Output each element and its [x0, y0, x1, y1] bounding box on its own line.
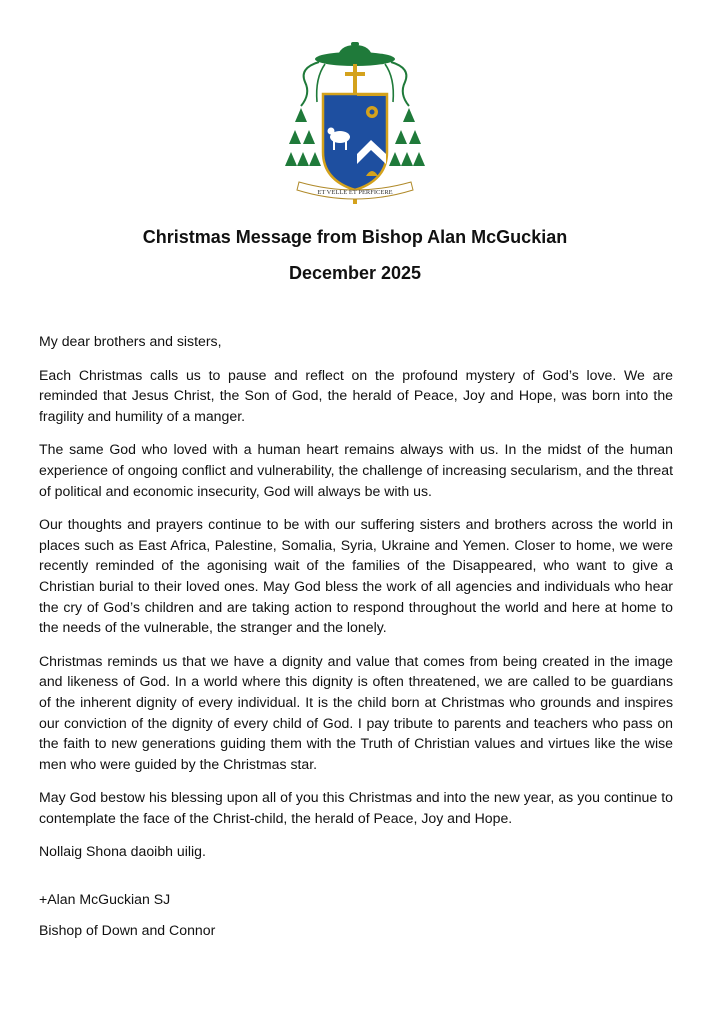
letter-body	[39, 331, 673, 875]
crest-motto: ET VELLE ET PERFICERE	[317, 189, 393, 196]
paragraph: The same God who loved with a human heart remains always with us. In the midst of the human experience of ongoing conflict and vulnerability, the challenge of increasing secularism, and the threat of political and economic insecurity, God will always be with us.	[39, 441, 673, 499]
letter-title: Christmas Message from Bishop Alan McGuckian	[142, 227, 568, 247]
signature-role: Bishop of Down and Connor	[39, 922, 216, 938]
paragraph: Our thoughts and prayers continue to be with our suffering sisters and brothers across the world in places such as East Africa, Palestine, Somalia, Syria, Ukraine and Yemen. Closer to home, we were recently reminded of the agonising wait of the families of the Disappeared, who want to give a Christian burial to their loved ones. May God bless the work of all agencies and individuals who hear the cry of God’s children and are taking action to respond throughout the world and here at home to the needs of the vulnerable, the stranger and the lonely.	[39, 516, 673, 636]
coat-of-arms	[285, 42, 425, 208]
paragraph: Each Christmas calls us to pause and reflect on the profound mystery of God’s love. We are reminded that Jesus Christ, the Son of God, the herald of Peace, Joy and Hope, was born into the fragility and humility of a manger.	[39, 366, 673, 424]
closing-greeting: Nollaig Shona daoibh uilig.	[39, 843, 206, 860]
signature-name: +Alan McGuckian SJ	[39, 891, 171, 907]
paragraph: May God bestow his blessing upon all of you this Christmas and into the new year, as you continue to contemplate the face of the Christ-child, the herald of Peace, Joy and Hope.	[39, 789, 673, 826]
paragraph: Christmas reminds us that we have a dignity and value that comes from being created in the image and likeness of God. In a world where this dignity is often threatened, we are called to be guardians of the inherent dignity of every individual. It is the child born at Christmas who grounds and inspires our conviction of the dignity of every child of God. I pay tribute to parents and teachers who pass on the faith to new generations guiding them with the Truth of Christian values and virtues like the wise men who were guided by the Christmas star.	[39, 652, 673, 772]
letter-date: December 2025	[288, 263, 422, 283]
salutation: My dear brothers and sisters,	[39, 333, 222, 349]
